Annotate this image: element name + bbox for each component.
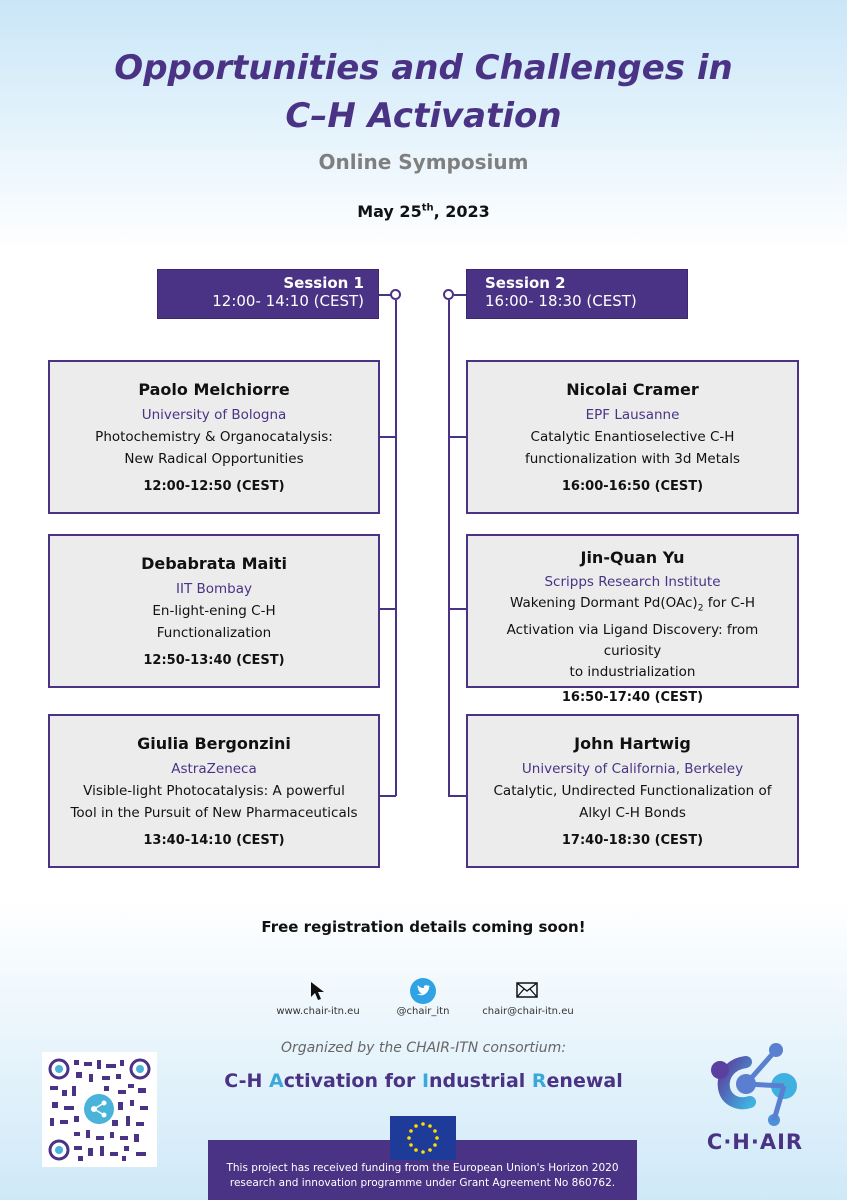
registration-note: Free registration details coming soon! bbox=[261, 918, 586, 936]
timeline-knob-left bbox=[390, 289, 401, 300]
page-title-line1: Opportunities and Challenges in bbox=[114, 48, 733, 88]
date-year: , 2023 bbox=[433, 202, 490, 221]
cursor-icon bbox=[308, 980, 330, 1002]
session-1-header bbox=[157, 269, 379, 319]
speaker-name: Debabrata Maiti bbox=[141, 554, 287, 573]
funding-line: research and innovation programme under Grant Agreement No 860762. bbox=[229, 1177, 616, 1189]
speaker-institution: Scripps Research Institute bbox=[544, 574, 721, 590]
speaker-institution: University of Bologna bbox=[141, 407, 287, 423]
event-date bbox=[0, 202, 847, 221]
subtitle: Online Symposium bbox=[318, 150, 529, 174]
timeline-knob-right bbox=[443, 289, 454, 300]
tick bbox=[448, 436, 467, 438]
connector bbox=[454, 294, 466, 296]
funding-line: This project has received funding from the European Union's Horizon 2020 bbox=[226, 1162, 619, 1174]
mail-icon bbox=[515, 980, 539, 1000]
twitter-icon bbox=[410, 978, 436, 1004]
talk-time: 17:40-18:30 (CEST) bbox=[561, 833, 704, 848]
talk-title: En-light-ening C-H bbox=[152, 603, 276, 619]
speaker-institution: University of California, Berkeley bbox=[521, 761, 744, 777]
talk-title: Catalytic Enantioselective C-H bbox=[530, 429, 735, 445]
twitter-link[interactable]: @chair_itn bbox=[396, 1006, 450, 1017]
speaker-institution: AstraZeneca bbox=[171, 761, 257, 777]
talk-title: Tool in the Pursuit of New Pharmaceuticals bbox=[70, 805, 358, 821]
session-2-header bbox=[466, 269, 688, 319]
email-link[interactable]: chair@chair-itn.eu bbox=[482, 1006, 574, 1017]
chair-logo-icon bbox=[700, 1040, 810, 1130]
talk-time: 16:00-16:50 (CEST) bbox=[561, 479, 704, 494]
talk-title-sub: 2 bbox=[697, 603, 704, 614]
tick bbox=[448, 795, 467, 797]
speaker-name: Nicolai Cramer bbox=[566, 380, 699, 399]
speaker-card bbox=[466, 714, 799, 868]
talk-title: Alkyl C-H Bonds bbox=[579, 805, 686, 821]
talk-title: to industrialization bbox=[569, 663, 696, 680]
timeline-left bbox=[395, 300, 397, 796]
speaker-card bbox=[466, 360, 799, 514]
talk-title bbox=[468, 593, 797, 620]
talk-time: 12:00-12:50 (CEST) bbox=[143, 479, 285, 494]
website-link[interactable]: www.chair-itn.eu bbox=[276, 1006, 360, 1017]
timeline-right bbox=[448, 300, 450, 796]
tick bbox=[379, 608, 396, 610]
consortium-part: C-H bbox=[224, 1070, 270, 1092]
page-title-line2: C–H Activation bbox=[285, 96, 562, 136]
speaker-card bbox=[48, 534, 380, 688]
speaker-name: John Hartwig bbox=[574, 734, 691, 753]
session-2-time: 16:00- 18:30 (CEST) bbox=[485, 292, 637, 310]
speaker-card bbox=[48, 714, 380, 868]
speaker-name: Paolo Melchiorre bbox=[138, 380, 290, 399]
talk-time: 13:40-14:10 (CEST) bbox=[143, 833, 285, 848]
talk-title: functionalization with 3d Metals bbox=[524, 451, 741, 467]
consortium-part: I bbox=[421, 1070, 430, 1092]
session-1-label: Session 1 bbox=[283, 274, 364, 292]
tick bbox=[448, 608, 467, 610]
chair-logo-text: C·H·AIR bbox=[706, 1130, 804, 1154]
tick bbox=[379, 795, 396, 797]
eu-flag-icon bbox=[390, 1116, 456, 1160]
qr-code[interactable] bbox=[42, 1052, 157, 1167]
consortium-part: ndustrial bbox=[429, 1070, 532, 1092]
date-day: May 25 bbox=[357, 202, 422, 221]
date-sup: th bbox=[421, 202, 434, 214]
talk-title: Photochemistry & Organocatalysis: bbox=[95, 429, 333, 445]
talk-title: Functionalization bbox=[156, 625, 272, 641]
talk-title-part: for C-H bbox=[703, 595, 756, 611]
talk-title: Visible-light Photocatalysis: A powerful bbox=[83, 783, 345, 799]
talk-title: New Radical Opportunities bbox=[124, 451, 304, 467]
speaker-name: Jin-Quan Yu bbox=[580, 548, 685, 567]
speaker-card bbox=[466, 534, 799, 705]
speaker-institution: IIT Bombay bbox=[175, 581, 252, 597]
talk-time: 16:50-17:40 (CEST) bbox=[561, 689, 704, 705]
speaker-card bbox=[48, 360, 380, 514]
consortium-part: R bbox=[531, 1070, 547, 1092]
session-2-label: Session 2 bbox=[485, 274, 566, 292]
session-1-time: 12:00- 14:10 (CEST) bbox=[212, 292, 364, 310]
talk-title: Catalytic, Undirected Functionalization of bbox=[493, 783, 772, 799]
consortium-part: ctivation for bbox=[283, 1070, 422, 1092]
consortium-part: A bbox=[269, 1070, 284, 1092]
talk-time: 12:50-13:40 (CEST) bbox=[143, 653, 285, 668]
consortium-part: enewal bbox=[546, 1070, 623, 1092]
talk-title: Activation via Ligand Discovery: from curiosity bbox=[506, 621, 759, 659]
speaker-name: Giulia Bergonzini bbox=[137, 734, 291, 753]
talk-title-part: Wakening Dormant Pd(OAc) bbox=[509, 595, 698, 611]
organized-by: Organized by the CHAIR-ITN consortium: bbox=[280, 1040, 567, 1056]
speaker-institution: EPF Lausanne bbox=[585, 407, 680, 423]
tick bbox=[379, 436, 396, 438]
